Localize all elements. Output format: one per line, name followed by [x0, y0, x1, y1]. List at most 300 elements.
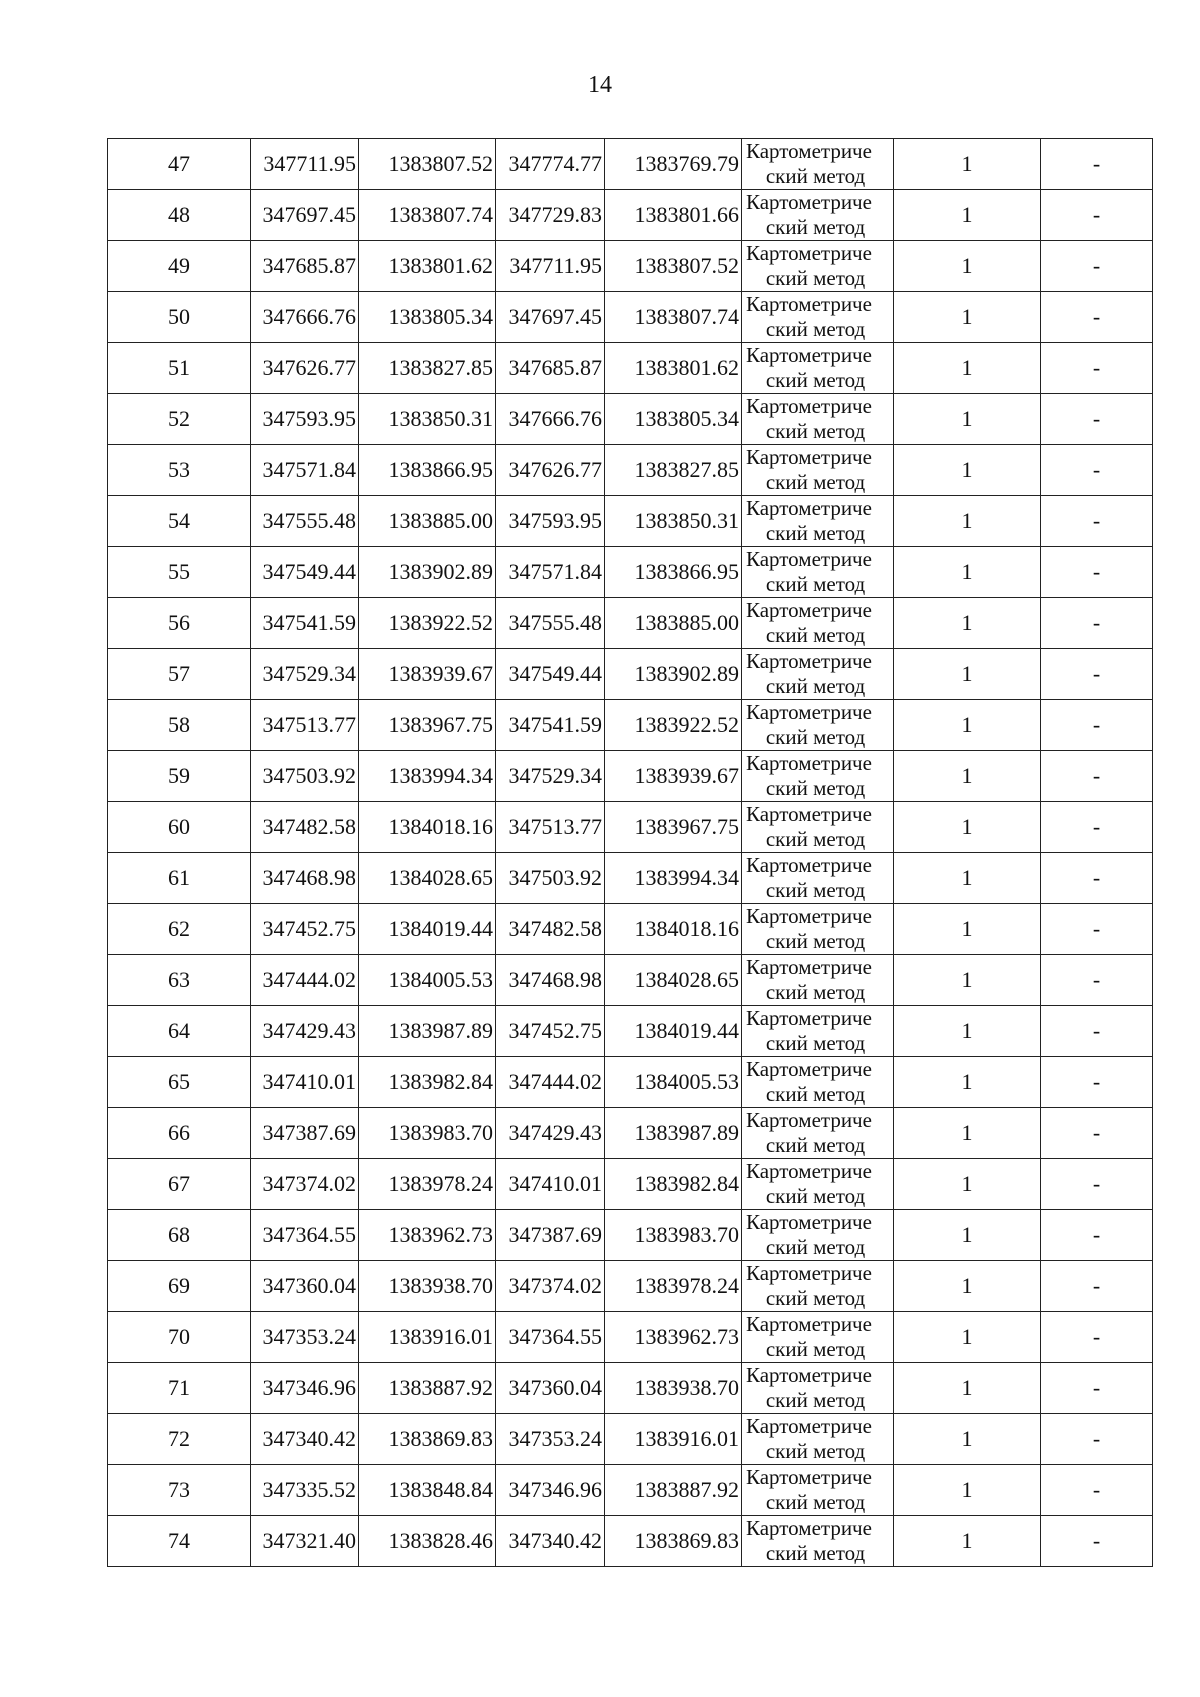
x-coordinate-cell: 347541.59	[251, 598, 359, 649]
x-coordinate-cell: 347529.34	[251, 649, 359, 700]
note-cell: -	[1041, 190, 1153, 241]
method-cell	[742, 394, 894, 445]
y-coordinate-cell: 1383866.95	[359, 445, 496, 496]
method-line-1: Картометриче	[746, 139, 872, 163]
point-number-cell: 61	[108, 853, 251, 904]
table-row	[108, 751, 1153, 802]
table-row	[108, 190, 1153, 241]
method-line-2: ский метод	[765, 317, 866, 341]
y-coordinate-cell: 1384019.44	[359, 904, 496, 955]
x-adjacent-coordinate-cell: 347685.87	[496, 343, 605, 394]
x-adjacent-coordinate-cell: 347364.55	[496, 1312, 605, 1363]
method-line-1: Картометриче	[746, 343, 872, 367]
method-cell	[742, 598, 894, 649]
table-row	[108, 1057, 1153, 1108]
table-row	[108, 853, 1153, 904]
table-row	[108, 1210, 1153, 1261]
y-coordinate-cell: 1383807.52	[359, 139, 496, 190]
point-number-cell: 63	[108, 955, 251, 1006]
x-adjacent-coordinate-cell: 347468.98	[496, 955, 605, 1006]
y-coordinate-cell: 1383827.85	[359, 343, 496, 394]
method-line-2: ский метод	[765, 368, 866, 392]
method-line-1: Картометриче	[746, 445, 872, 469]
point-number-cell: 66	[108, 1108, 251, 1159]
point-number-cell: 50	[108, 292, 251, 343]
point-number-cell: 72	[108, 1414, 251, 1465]
x-adjacent-coordinate-cell: 347340.42	[496, 1516, 605, 1567]
note-cell: -	[1041, 1057, 1153, 1108]
method-cell	[742, 139, 894, 190]
x-adjacent-coordinate-cell: 347549.44	[496, 649, 605, 700]
x-adjacent-coordinate-cell: 347593.95	[496, 496, 605, 547]
y-adjacent-coordinate-cell: 1383807.52	[605, 241, 742, 292]
accuracy-cell: 1	[894, 955, 1041, 1006]
note-cell: -	[1041, 241, 1153, 292]
point-number-cell: 58	[108, 700, 251, 751]
note-cell: -	[1041, 853, 1153, 904]
y-coordinate-cell: 1383962.73	[359, 1210, 496, 1261]
accuracy-cell: 1	[894, 1312, 1041, 1363]
method-line-2: ский метод	[765, 266, 866, 290]
x-coordinate-cell: 347571.84	[251, 445, 359, 496]
x-adjacent-coordinate-cell: 347555.48	[496, 598, 605, 649]
x-adjacent-coordinate-cell: 347774.77	[496, 139, 605, 190]
method-cell	[742, 1057, 894, 1108]
method-line-2: ский метод	[765, 980, 866, 1004]
y-adjacent-coordinate-cell: 1383866.95	[605, 547, 742, 598]
y-coordinate-cell: 1384028.65	[359, 853, 496, 904]
x-coordinate-cell: 347697.45	[251, 190, 359, 241]
x-coordinate-cell: 347549.44	[251, 547, 359, 598]
point-number-cell: 54	[108, 496, 251, 547]
table-row	[108, 1006, 1153, 1057]
accuracy-cell: 1	[894, 394, 1041, 445]
table-row	[108, 394, 1153, 445]
table-row	[108, 241, 1153, 292]
accuracy-cell: 1	[894, 802, 1041, 853]
accuracy-cell: 1	[894, 904, 1041, 955]
note-cell: -	[1041, 1414, 1153, 1465]
x-coordinate-cell: 347353.24	[251, 1312, 359, 1363]
x-coordinate-cell: 347387.69	[251, 1108, 359, 1159]
note-cell: -	[1041, 700, 1153, 751]
method-line-1: Картометриче	[746, 1414, 872, 1438]
table-row	[108, 700, 1153, 751]
y-adjacent-coordinate-cell: 1383902.89	[605, 649, 742, 700]
method-cell	[742, 1108, 894, 1159]
y-coordinate-cell: 1383828.46	[359, 1516, 496, 1567]
method-cell	[742, 649, 894, 700]
x-adjacent-coordinate-cell: 347541.59	[496, 700, 605, 751]
note-cell: -	[1041, 445, 1153, 496]
point-number-cell: 64	[108, 1006, 251, 1057]
note-cell: -	[1041, 751, 1153, 802]
x-coordinate-cell: 347335.52	[251, 1465, 359, 1516]
method-line-1: Картометриче	[746, 904, 872, 928]
x-coordinate-cell: 347410.01	[251, 1057, 359, 1108]
x-adjacent-coordinate-cell: 347444.02	[496, 1057, 605, 1108]
method-line-2: ский метод	[765, 521, 866, 545]
x-adjacent-coordinate-cell: 347711.95	[496, 241, 605, 292]
accuracy-cell: 1	[894, 139, 1041, 190]
accuracy-cell: 1	[894, 700, 1041, 751]
x-coordinate-cell: 347321.40	[251, 1516, 359, 1567]
table-row	[108, 496, 1153, 547]
method-line-1: Картометриче	[746, 1108, 872, 1132]
accuracy-cell: 1	[894, 1363, 1041, 1414]
accuracy-cell: 1	[894, 1414, 1041, 1465]
method-line-2: ский метод	[765, 725, 866, 749]
method-line-1: Картометриче	[746, 1057, 872, 1081]
accuracy-cell: 1	[894, 1006, 1041, 1057]
method-line-1: Картометриче	[746, 649, 872, 673]
y-coordinate-cell: 1383994.34	[359, 751, 496, 802]
table-row	[108, 1465, 1153, 1516]
point-number-cell: 56	[108, 598, 251, 649]
y-adjacent-coordinate-cell: 1383987.89	[605, 1108, 742, 1159]
y-coordinate-cell: 1383902.89	[359, 547, 496, 598]
accuracy-cell: 1	[894, 1516, 1041, 1567]
x-adjacent-coordinate-cell: 347503.92	[496, 853, 605, 904]
accuracy-cell: 1	[894, 598, 1041, 649]
x-coordinate-cell: 347429.43	[251, 1006, 359, 1057]
y-adjacent-coordinate-cell: 1383801.66	[605, 190, 742, 241]
method-line-1: Картометриче	[746, 394, 872, 418]
x-adjacent-coordinate-cell: 347513.77	[496, 802, 605, 853]
method-cell	[742, 700, 894, 751]
method-cell	[742, 1414, 894, 1465]
method-line-2: ский метод	[765, 1388, 866, 1412]
method-line-2: ский метод	[765, 1133, 866, 1157]
point-number-cell: 60	[108, 802, 251, 853]
method-line-2: ский метод	[765, 470, 866, 494]
y-adjacent-coordinate-cell: 1383827.85	[605, 445, 742, 496]
method-cell	[742, 751, 894, 802]
point-number-cell: 74	[108, 1516, 251, 1567]
y-adjacent-coordinate-cell: 1383885.00	[605, 598, 742, 649]
note-cell: -	[1041, 1516, 1153, 1567]
y-adjacent-coordinate-cell: 1383938.70	[605, 1363, 742, 1414]
y-coordinate-cell: 1383805.34	[359, 292, 496, 343]
y-coordinate-cell: 1383850.31	[359, 394, 496, 445]
point-number-cell: 57	[108, 649, 251, 700]
x-coordinate-cell: 347711.95	[251, 139, 359, 190]
method-line-2: ский метод	[765, 929, 866, 953]
y-coordinate-cell: 1384018.16	[359, 802, 496, 853]
method-line-2: ский метод	[765, 1235, 866, 1259]
method-line-1: Картометриче	[746, 1210, 872, 1234]
note-cell: -	[1041, 904, 1153, 955]
point-number-cell: 48	[108, 190, 251, 241]
method-line-1: Картометриче	[746, 1516, 872, 1540]
accuracy-cell: 1	[894, 1210, 1041, 1261]
table-row	[108, 1261, 1153, 1312]
method-line-2: ский метод	[765, 1439, 866, 1463]
y-adjacent-coordinate-cell: 1384018.16	[605, 904, 742, 955]
table-row	[108, 343, 1153, 394]
x-coordinate-cell: 347374.02	[251, 1159, 359, 1210]
accuracy-cell: 1	[894, 241, 1041, 292]
method-cell	[742, 1210, 894, 1261]
method-line-2: ский метод	[765, 776, 866, 800]
x-adjacent-coordinate-cell: 347360.04	[496, 1363, 605, 1414]
y-adjacent-coordinate-cell: 1384028.65	[605, 955, 742, 1006]
table-row	[108, 1159, 1153, 1210]
y-adjacent-coordinate-cell: 1383916.01	[605, 1414, 742, 1465]
note-cell: -	[1041, 802, 1153, 853]
point-number-cell: 55	[108, 547, 251, 598]
point-number-cell: 65	[108, 1057, 251, 1108]
point-number-cell: 47	[108, 139, 251, 190]
method-cell	[742, 1363, 894, 1414]
method-line-1: Картометриче	[746, 1363, 872, 1387]
y-coordinate-cell: 1383801.62	[359, 241, 496, 292]
method-line-1: Картометриче	[746, 190, 872, 214]
point-number-cell: 67	[108, 1159, 251, 1210]
x-coordinate-cell: 347482.58	[251, 802, 359, 853]
accuracy-cell: 1	[894, 343, 1041, 394]
y-coordinate-cell: 1383967.75	[359, 700, 496, 751]
method-cell	[742, 343, 894, 394]
y-adjacent-coordinate-cell: 1383887.92	[605, 1465, 742, 1516]
x-coordinate-cell: 347364.55	[251, 1210, 359, 1261]
accuracy-cell: 1	[894, 190, 1041, 241]
point-number-cell: 69	[108, 1261, 251, 1312]
x-coordinate-cell: 347666.76	[251, 292, 359, 343]
x-coordinate-cell: 347685.87	[251, 241, 359, 292]
note-cell: -	[1041, 1006, 1153, 1057]
y-coordinate-cell: 1383887.92	[359, 1363, 496, 1414]
method-line-2: ский метод	[765, 1541, 866, 1565]
method-line-1: Картометриче	[746, 598, 872, 622]
accuracy-cell: 1	[894, 1057, 1041, 1108]
note-cell: -	[1041, 955, 1153, 1006]
y-coordinate-cell: 1383885.00	[359, 496, 496, 547]
y-adjacent-coordinate-cell: 1383939.67	[605, 751, 742, 802]
point-number-cell: 49	[108, 241, 251, 292]
y-coordinate-cell: 1383807.74	[359, 190, 496, 241]
method-line-2: ский метод	[765, 1031, 866, 1055]
table-row	[108, 1363, 1153, 1414]
x-adjacent-coordinate-cell: 347452.75	[496, 1006, 605, 1057]
method-line-1: Картометриче	[746, 547, 872, 571]
table-body	[108, 139, 1153, 1567]
method-line-1: Картометриче	[746, 955, 872, 979]
x-adjacent-coordinate-cell: 347410.01	[496, 1159, 605, 1210]
y-coordinate-cell: 1383922.52	[359, 598, 496, 649]
point-number-cell: 51	[108, 343, 251, 394]
accuracy-cell: 1	[894, 853, 1041, 904]
y-adjacent-coordinate-cell: 1383850.31	[605, 496, 742, 547]
method-cell	[742, 292, 894, 343]
accuracy-cell: 1	[894, 292, 1041, 343]
method-line-1: Картометриче	[746, 496, 872, 520]
x-adjacent-coordinate-cell: 347374.02	[496, 1261, 605, 1312]
x-coordinate-cell: 347444.02	[251, 955, 359, 1006]
method-cell	[742, 241, 894, 292]
y-adjacent-coordinate-cell: 1383922.52	[605, 700, 742, 751]
method-line-2: ский метод	[765, 1490, 866, 1514]
x-adjacent-coordinate-cell: 347571.84	[496, 547, 605, 598]
method-cell	[742, 1465, 894, 1516]
y-adjacent-coordinate-cell: 1383805.34	[605, 394, 742, 445]
method-cell	[742, 904, 894, 955]
y-adjacent-coordinate-cell: 1383801.62	[605, 343, 742, 394]
note-cell: -	[1041, 1465, 1153, 1516]
method-line-2: ский метод	[765, 674, 866, 698]
method-line-2: ский метод	[765, 572, 866, 596]
note-cell: -	[1041, 547, 1153, 598]
x-coordinate-cell: 347555.48	[251, 496, 359, 547]
point-number-cell: 68	[108, 1210, 251, 1261]
method-cell	[742, 1312, 894, 1363]
accuracy-cell: 1	[894, 1261, 1041, 1312]
note-cell: -	[1041, 1363, 1153, 1414]
x-adjacent-coordinate-cell: 347387.69	[496, 1210, 605, 1261]
method-line-2: ский метод	[765, 878, 866, 902]
method-line-1: Картометриче	[746, 1465, 872, 1489]
note-cell: -	[1041, 343, 1153, 394]
y-coordinate-cell: 1383987.89	[359, 1006, 496, 1057]
point-number-cell: 62	[108, 904, 251, 955]
method-cell	[742, 496, 894, 547]
y-coordinate-cell: 1383869.83	[359, 1414, 496, 1465]
method-cell	[742, 190, 894, 241]
point-number-cell: 59	[108, 751, 251, 802]
y-adjacent-coordinate-cell: 1383978.24	[605, 1261, 742, 1312]
table-row	[108, 802, 1153, 853]
y-adjacent-coordinate-cell: 1383869.83	[605, 1516, 742, 1567]
method-line-1: Картометриче	[746, 1159, 872, 1183]
x-coordinate-cell: 347346.96	[251, 1363, 359, 1414]
x-coordinate-cell: 347468.98	[251, 853, 359, 904]
method-cell	[742, 1159, 894, 1210]
x-coordinate-cell: 347513.77	[251, 700, 359, 751]
y-coordinate-cell: 1383978.24	[359, 1159, 496, 1210]
accuracy-cell: 1	[894, 1465, 1041, 1516]
note-cell: -	[1041, 1210, 1153, 1261]
accuracy-cell: 1	[894, 547, 1041, 598]
x-adjacent-coordinate-cell: 347346.96	[496, 1465, 605, 1516]
table-row	[108, 598, 1153, 649]
method-cell	[742, 955, 894, 1006]
table-row	[108, 1312, 1153, 1363]
method-cell	[742, 1006, 894, 1057]
method-line-1: Картометриче	[746, 241, 872, 265]
table-row	[108, 445, 1153, 496]
accuracy-cell: 1	[894, 649, 1041, 700]
x-coordinate-cell: 347626.77	[251, 343, 359, 394]
y-adjacent-coordinate-cell: 1383983.70	[605, 1210, 742, 1261]
method-line-2: ский метод	[765, 1082, 866, 1106]
x-coordinate-cell: 347503.92	[251, 751, 359, 802]
method-line-2: ский метод	[765, 164, 866, 188]
method-line-1: Картометриче	[746, 751, 872, 775]
y-coordinate-cell: 1383938.70	[359, 1261, 496, 1312]
note-cell: -	[1041, 1312, 1153, 1363]
accuracy-cell: 1	[894, 445, 1041, 496]
y-coordinate-cell: 1383848.84	[359, 1465, 496, 1516]
table-row	[108, 139, 1153, 190]
table-row	[108, 292, 1153, 343]
x-coordinate-cell: 347593.95	[251, 394, 359, 445]
note-cell: -	[1041, 1159, 1153, 1210]
point-number-cell: 73	[108, 1465, 251, 1516]
note-cell: -	[1041, 649, 1153, 700]
table-row	[108, 1108, 1153, 1159]
x-adjacent-coordinate-cell: 347729.83	[496, 190, 605, 241]
method-line-1: Картометриче	[746, 700, 872, 724]
method-line-1: Картометриче	[746, 1006, 872, 1030]
note-cell: -	[1041, 292, 1153, 343]
y-adjacent-coordinate-cell: 1383967.75	[605, 802, 742, 853]
table-row	[108, 1414, 1153, 1465]
x-coordinate-cell: 347360.04	[251, 1261, 359, 1312]
point-number-cell: 53	[108, 445, 251, 496]
method-line-1: Картометриче	[746, 1312, 872, 1336]
x-adjacent-coordinate-cell: 347666.76	[496, 394, 605, 445]
method-cell	[742, 547, 894, 598]
table-row	[108, 547, 1153, 598]
y-coordinate-cell: 1383916.01	[359, 1312, 496, 1363]
method-line-2: ский метод	[765, 215, 866, 239]
method-cell	[742, 1516, 894, 1567]
table-row	[108, 955, 1153, 1006]
method-line-1: Картометриче	[746, 292, 872, 316]
y-adjacent-coordinate-cell: 1383769.79	[605, 139, 742, 190]
method-cell	[742, 853, 894, 904]
method-line-2: ский метод	[765, 419, 866, 443]
y-adjacent-coordinate-cell: 1384005.53	[605, 1057, 742, 1108]
x-coordinate-cell: 347340.42	[251, 1414, 359, 1465]
note-cell: -	[1041, 598, 1153, 649]
x-adjacent-coordinate-cell: 347529.34	[496, 751, 605, 802]
method-line-1: Картометриче	[746, 853, 872, 877]
y-coordinate-cell: 1383983.70	[359, 1108, 496, 1159]
method-line-1: Картометриче	[746, 1261, 872, 1285]
table-row	[108, 649, 1153, 700]
method-line-2: ский метод	[765, 1286, 866, 1310]
accuracy-cell: 1	[894, 751, 1041, 802]
table-row	[108, 1516, 1153, 1567]
method-cell	[742, 445, 894, 496]
page-number: 14	[588, 72, 612, 98]
y-coordinate-cell: 1383939.67	[359, 649, 496, 700]
point-number-cell: 70	[108, 1312, 251, 1363]
method-cell	[742, 1261, 894, 1312]
accuracy-cell: 1	[894, 1108, 1041, 1159]
method-line-2: ский метод	[765, 1337, 866, 1361]
method-line-2: ский метод	[765, 827, 866, 851]
method-line-1: Картометриче	[746, 802, 872, 826]
note-cell: -	[1041, 1108, 1153, 1159]
x-adjacent-coordinate-cell: 347353.24	[496, 1414, 605, 1465]
table-row	[108, 904, 1153, 955]
y-adjacent-coordinate-cell: 1383994.34	[605, 853, 742, 904]
method-line-2: ский метод	[765, 623, 866, 647]
note-cell: -	[1041, 139, 1153, 190]
accuracy-cell: 1	[894, 496, 1041, 547]
accuracy-cell: 1	[894, 1159, 1041, 1210]
x-adjacent-coordinate-cell: 347429.43	[496, 1108, 605, 1159]
note-cell: -	[1041, 496, 1153, 547]
x-adjacent-coordinate-cell: 347697.45	[496, 292, 605, 343]
y-adjacent-coordinate-cell: 1383807.74	[605, 292, 742, 343]
point-number-cell: 71	[108, 1363, 251, 1414]
note-cell: -	[1041, 394, 1153, 445]
x-coordinate-cell: 347452.75	[251, 904, 359, 955]
x-adjacent-coordinate-cell: 347482.58	[496, 904, 605, 955]
